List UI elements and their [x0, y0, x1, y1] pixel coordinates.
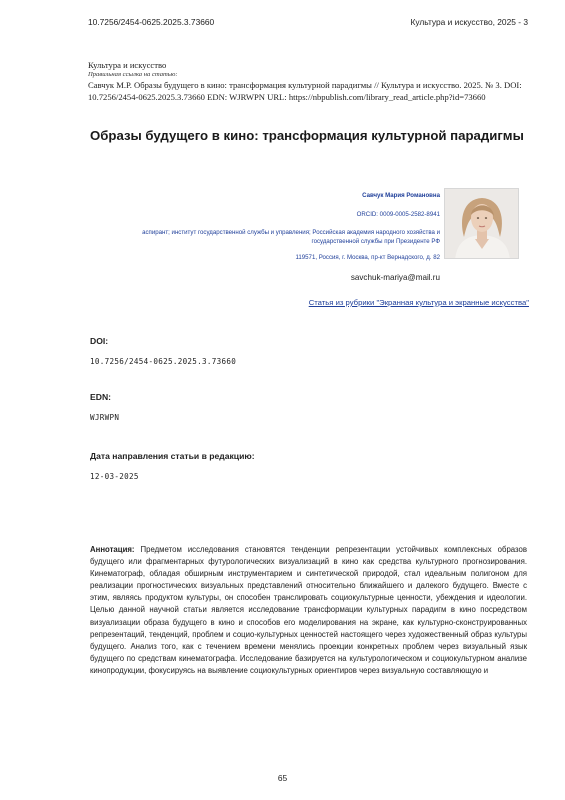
edn-value: WJRWPN: [90, 413, 120, 422]
submission-date-label: Дата направления статьи в редакцию:: [90, 451, 255, 461]
header-journal-issue: Культура и искусство, 2025 - 3: [410, 17, 528, 27]
author-portrait-icon: [445, 189, 519, 259]
submission-date-section: [90, 451, 255, 481]
citation-journal: Культура и искусство: [88, 60, 167, 70]
author-block: [130, 192, 440, 283]
author-orcid[interactable]: ORCID: 0009-0005-2582-8941: [356, 210, 440, 218]
doi-section: [90, 336, 236, 366]
submission-date-value: 12-03-2025: [90, 472, 139, 481]
author-address: 119571, Россия, г. Москва, пр-кт Вернадского, д. 82: [295, 254, 440, 262]
edn-section: [90, 392, 119, 422]
abstract-text: Предметом исследования становятся тенденции репрезентации устойчивых комплексных образов будущего или фрагментарных футурологических визуализаций в кино как средства культурного прогнозирования. Кинематограф, обладая обширным инструментарием и синтетической природой, стал идеальным полигоном для реализации прогностических визуальных представлений относительно ближайшего и далекого будущего. Вместе с этим, являясь продуктом культуры, он способен транслировать социокультурные ценности, убеждения и идеологии. Целью данной научной статьи является исследование трансформации культурных парадигм в кино посредством визуализации образа будущего в кино и способов его моделирования на экране, как культурно-сконструированных репрезентаций, тенденций, проблем и социо-культурных ценностей настоящего через художественный образ культуры будущего. Анализ того, как с течением времени менялись проекции конкретных проблем через визуальный язык будущего по средствам кинематографа. Исследование базируется на культурологическом и социокультурном анализе кинопродукции, фокусируясь на выявление социокультурных ориентиров через визуальную составляющую и: [90, 545, 527, 675]
author-affiliation: аспирант; институт государственной службы и управления; Российская академия народного хозяйства и государственной службы при Президенте РФ: [142, 229, 440, 245]
doi-value[interactable]: 10.7256/2454-0625.2025.3.73660: [90, 357, 237, 366]
page-number: 65: [277, 773, 288, 783]
author-name[interactable]: Савчук Мария Романовна: [362, 192, 440, 199]
article-title: Образы будущего в кино: трансформация культурной парадигмы: [90, 128, 524, 143]
edn-label: EDN:: [90, 392, 112, 402]
rubric-link[interactable]: Статья из рубрики "Экранная культура и экранные искусства": [308, 298, 529, 307]
citation-label: Правильная ссылка на статью:: [88, 71, 178, 78]
author-photo: [444, 188, 519, 259]
author-email[interactable]: savchuk-mariya@mail.ru: [350, 272, 440, 282]
doi-label: DOI:: [90, 336, 109, 346]
running-header: [88, 17, 528, 29]
header-doi: 10.7256/2454-0625.2025.3.73660: [88, 17, 215, 27]
abstract: [90, 544, 527, 677]
abstract-label: Аннотация:: [90, 545, 135, 554]
citation-text[interactable]: Савчук М.Р. Образы будущего в кино: трансформация культурной парадигмы // Культура и искусство. 2025. № 3. DOI: 10.7256/2454-0625.2025.3.73660 EDN: WJRWPN URL: https://nbpublish.com/library_read_article.php?id=73660: [88, 80, 522, 102]
citation-block: [88, 60, 530, 103]
